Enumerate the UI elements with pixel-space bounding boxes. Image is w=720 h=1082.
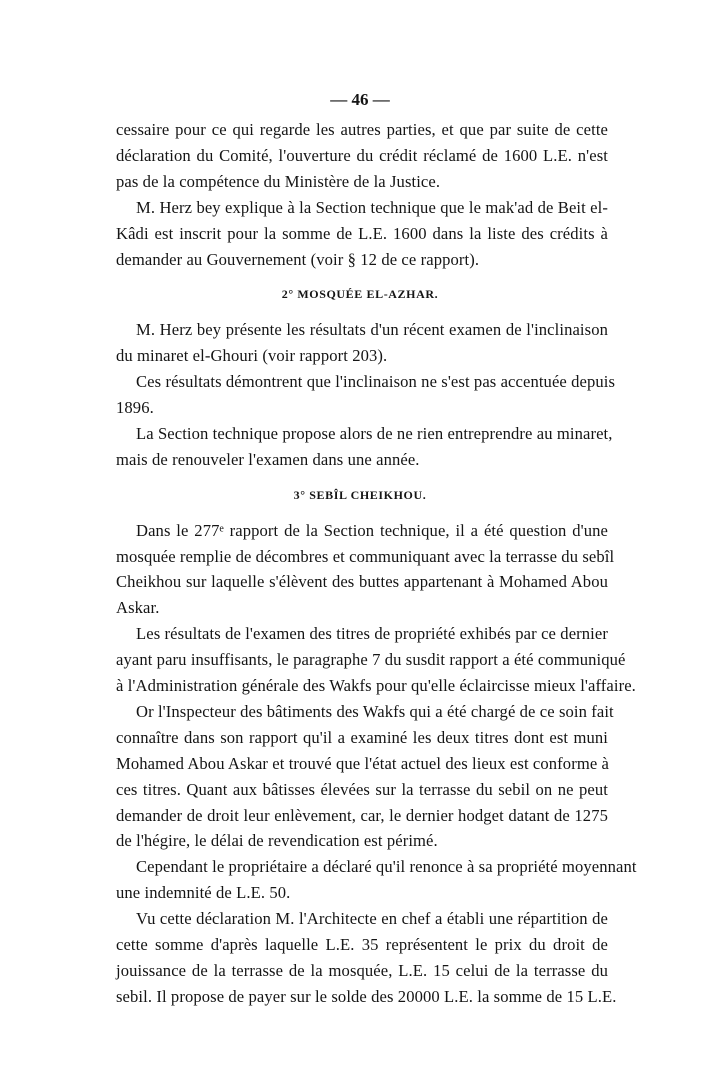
text-line: demander de droit leur enlèvement, car, le dernier hodget datant de 1275 [116, 805, 608, 825]
text-line: 1896. [116, 398, 154, 417]
text-line: cette somme d'après laquelle L.E. 35 représentent le prix du droit de [116, 935, 608, 954]
text-line: connaître dans son rapport qu'il a examiné les deux titres dont est muni [116, 727, 608, 747]
text-line: Dans le 277ᵉ rapport de la Section technique, il a été question d'une [136, 520, 608, 540]
text-line: demander au Gouvernement (voir § 12 de ce rapport). [116, 249, 480, 269]
text-line: mosquée remplie de décombres et communiquant avec la terrasse du sebîl [116, 546, 615, 566]
text-line: de l'hégire, le délai de revendication est périmé. [116, 831, 438, 851]
text-line: Cependant le propriétaire a déclaré qu'il renonce à sa propriété moyennant [136, 857, 637, 877]
text-line: Vu cette déclaration M. l'Architecte en chef a établi une répartition de [136, 909, 608, 929]
text-line: jouissance de la terrasse de la mosquée, L.E. 15 celui de la terrasse du [116, 960, 608, 980]
text-line: La Section technique propose alors de ne rien entreprendre au minaret, [136, 423, 613, 443]
page-number: — 46 — [330, 90, 390, 109]
text-line: Les résultats de l'examen des titres de propriété exhibés par ce dernier [136, 624, 608, 644]
text-line: M. Herz bey présente les résultats d'un récent examen de l'inclinaison [136, 320, 608, 340]
text-line: Ces résultats démontrent que l'inclinaison ne s'est pas accentuée depuis [136, 372, 616, 392]
text-line: cessaire pour ce qui regarde les autres parties, et que par suite de cette [116, 120, 608, 139]
text-line: sebil. Il propose de payer sur le solde des 20000 L.E. la somme de 15 L.E. [116, 986, 617, 1006]
text-line: Mohamed Abou Askar et trouvé que l'état actuel des lieux est conforme à [116, 753, 610, 773]
text-line: déclaration du Comité, l'ouverture du crédit réclamé de 1600 L.E. n'est [116, 145, 608, 165]
text-line: Askar. [116, 598, 160, 618]
text-line: pas de la compétence du Ministère de la Justice. [116, 171, 441, 191]
text-line: Kâdi est inscrit pour la somme de L.E. 1600 dans la liste des crédits à [116, 223, 608, 243]
text-line: à l'Administration générale des Wakfs pour qu'elle éclaircisse mieux l'affaire. [116, 676, 636, 695]
section-heading: 2° MOSQUÉE EL-AZHAR. [281, 287, 439, 302]
text-line: du minaret el-Ghouri (voir rapport 203). [116, 346, 388, 366]
text-line: ces titres. Quant aux bâtisses élevées sur la terrasse du sebil on ne peut [116, 779, 608, 799]
text-line: une indemnité de L.E. 50. [116, 883, 291, 903]
text-line: ayant paru insuffisants, le paragraphe 7 du susdit rapport a été communiqué [116, 650, 626, 670]
text-line: M. Herz bey explique à la Section technique que le mak'ad de Beit el- [136, 197, 608, 217]
text-line: Or l'Inspecteur des bâtiments des Wakfs qui a été chargé de ce soin fait [136, 701, 614, 721]
text-line: mais de renouveler l'examen dans une année. [116, 449, 420, 469]
section-heading: 3° SEBÎL CHEIKHOU. [293, 487, 427, 502]
text-line: Cheikhou sur laquelle s'élèvent des buttes appartenant à Mohamed Abou [116, 572, 608, 592]
